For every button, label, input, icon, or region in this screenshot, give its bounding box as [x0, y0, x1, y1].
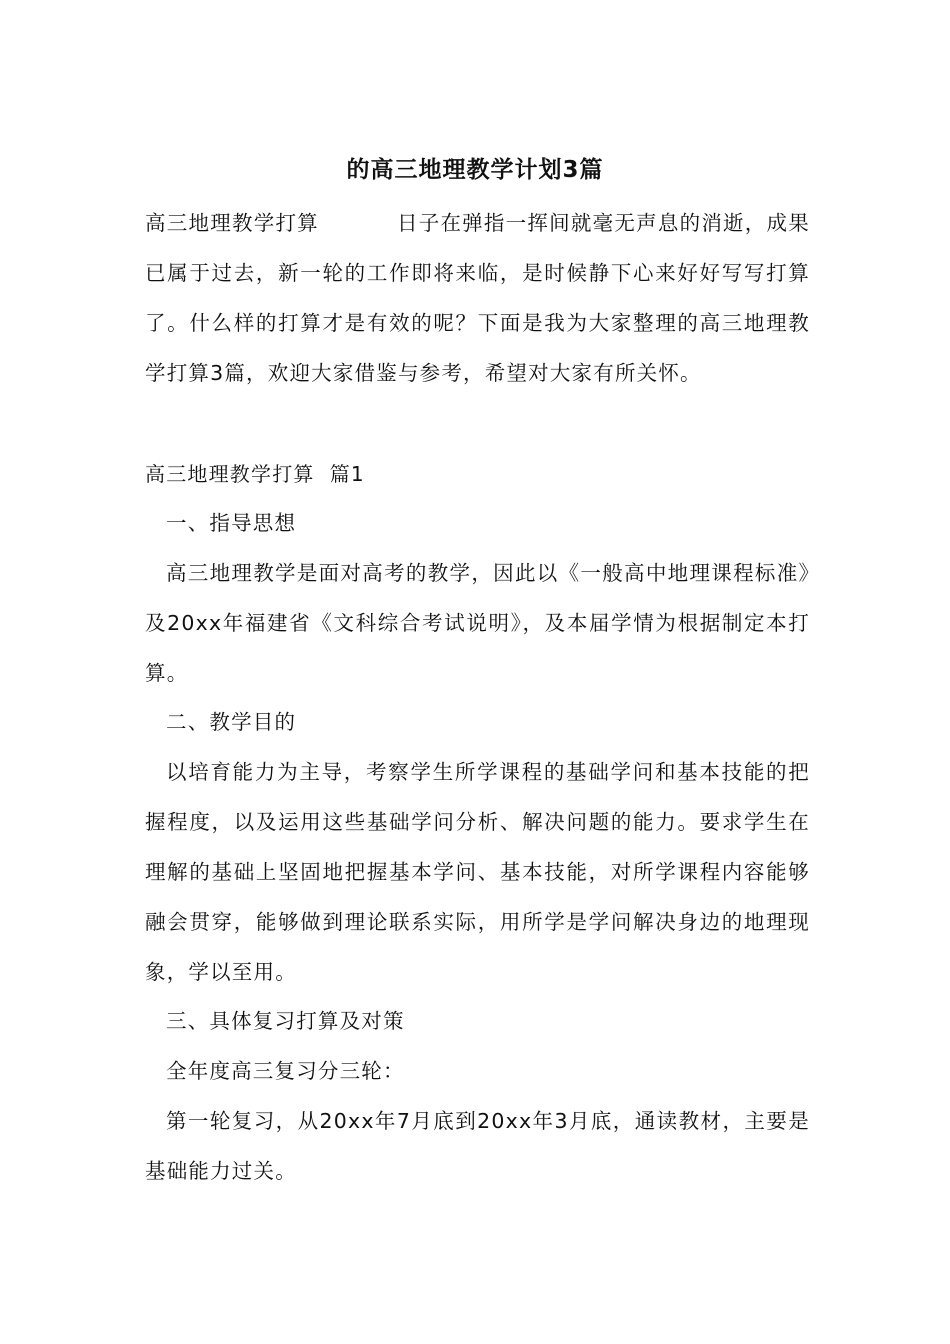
section3-heading: 三、具体复习打算及对策: [166, 1009, 405, 1033]
section3-line1: 全年度高三复习分三轮：: [166, 1059, 405, 1083]
intro-label: 高三地理教学打算: [145, 211, 319, 235]
section1-heading: 一、指导思想: [166, 511, 297, 535]
section3-line2: 第一轮复习，从20xx年7月底到20xx年3月底，通读教材，主要是基础能力过关。: [145, 1109, 810, 1183]
section2-heading: 二、教学目的: [166, 710, 297, 734]
part-heading: 高三地理教学打算 篇1: [145, 462, 365, 486]
intro-paragraph: [145, 198, 810, 398]
section2-body: 以培育能力为主导，考察学生所学课程的基础学问和基本技能的把握程度，以及运用这些基础学问分析、解决问题的能力。要求学生在理解的基础上坚固地把握基本学问、基本技能，对所学课程内容能够融会贯穿，能够做到理论联系实际，用所学是学问解决身边的地理现象，学以至用。: [145, 760, 810, 984]
document-title: 的高三地理教学计划3篇: [346, 157, 604, 183]
intro-text: 日子在弹指一挥间就毫无声息的消逝，成果已属于过去，新一轮的工作即将来临，是时候静下心来好好写写打算了。什么样的打算才是有效的呢？下面是我为大家整理的高三地理教学打算3篇，欢迎大家借鉴与参考，希望对大家有所关怀。: [145, 211, 810, 385]
section1-body: 高三地理教学是面对高考的教学，因此以《一般高中地理课程标准》及20xx年福建省《文科综合考试说明》，及本届学情为根据制定本打算。: [145, 561, 810, 685]
